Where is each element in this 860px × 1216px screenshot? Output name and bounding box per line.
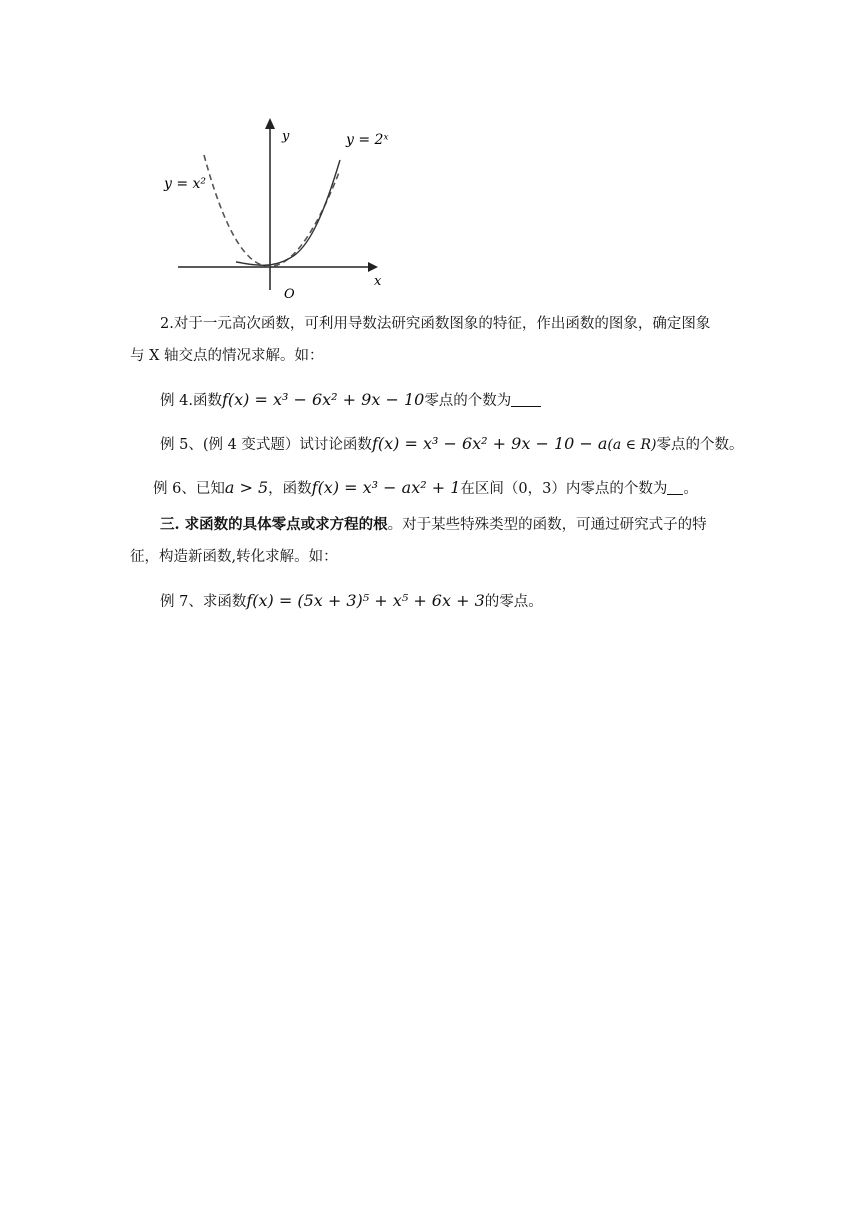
ex7-formula: f(x) = (5x + 3)⁵ + x⁵ + 6x + 3 <box>246 591 485 610</box>
section-3-heading: 三. 求函数的具体零点或求方程的根 <box>160 516 388 533</box>
y-axis-label: y <box>282 129 290 144</box>
x-axis-arrow <box>368 262 378 272</box>
ex4-formula: f(x) = x³ − 6x² + 9x − 10 <box>221 390 425 409</box>
example-4 <box>160 389 740 412</box>
ex5-formula: f(x) = x³ − 6x² + 9x − 10 − a <box>371 434 608 453</box>
ex6-suffix: 在区间（0，3）内零点的个数为 <box>460 481 668 497</box>
section-3-line2: 征，构造新函数,转化求解。如： <box>130 549 338 565</box>
exponential-curve <box>236 160 340 265</box>
para2-line1: 2.对于一元高次函数，可利用导数法研究函数图象的特征，作出函数的图象，确定图象 <box>160 316 711 332</box>
example-5 <box>160 433 744 456</box>
parabola-curve <box>204 155 340 266</box>
x-axis-label: x <box>374 274 382 289</box>
ex7-suffix: 的零点。 <box>484 594 543 610</box>
ex6-condition: a > 5 <box>224 478 269 497</box>
ex6-mid: ，函数 <box>268 481 312 497</box>
example-6 <box>153 477 740 500</box>
function-graph <box>150 110 390 300</box>
ex6-prefix: 例 6、已知 <box>153 481 225 497</box>
ex5-condition: (a ∈ R) <box>607 437 657 453</box>
ex6-end: 。 <box>683 481 698 497</box>
example-7 <box>160 590 740 613</box>
section-3-rest: 。对于某些特殊类型的函数，可通过研究式子的特 <box>387 517 707 533</box>
ex5-suffix: 零点的个数。 <box>656 437 744 453</box>
ex5-prefix: 例 5、(例 4 变式题）试讨论函数 <box>160 437 372 453</box>
y-axis-arrow <box>265 118 275 129</box>
para2-line2: 与 X 轴交点的情况求解。如： <box>130 348 324 364</box>
exp-label: y = 2ˣ <box>346 132 389 148</box>
ex4-prefix: 例 4.函数 <box>160 393 222 409</box>
ex7-prefix: 例 7、求函数 <box>160 594 247 610</box>
origin-label: O <box>284 287 295 300</box>
ex4-answer-blank[interactable] <box>511 392 541 407</box>
ex6-answer-blank[interactable] <box>667 480 683 495</box>
section-3-line1 <box>160 514 740 536</box>
ex4-suffix: 零点的个数为 <box>424 393 512 409</box>
ex6-formula: f(x) = x³ − ax² + 1 <box>311 478 461 497</box>
quad-label: y = x² <box>164 176 207 192</box>
